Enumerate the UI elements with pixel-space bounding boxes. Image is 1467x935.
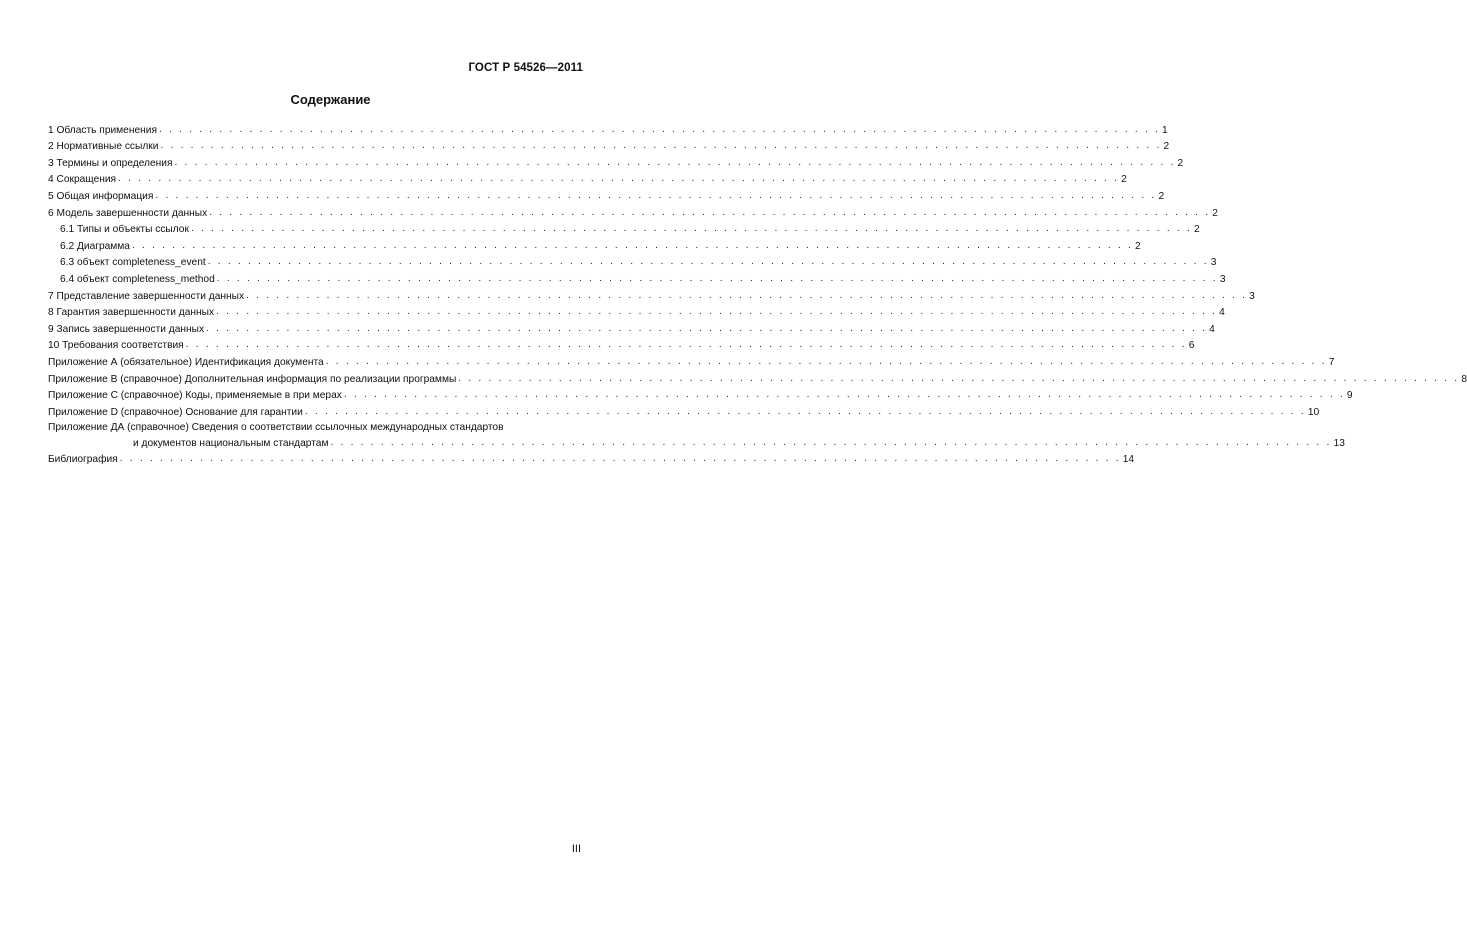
dot-leader: . . . . . . . . . . . . . . . . . . . . . . . . . . . . . . . . . . . . . . . . . . . . . . . . . . . . . . . . . . . . . . . . . . . . . . . . . . . . . . . . . . . . . . . . . . . . . . . . . . . . — [207, 256, 1209, 268]
toc-entry-page: 6 — [1188, 340, 1195, 352]
toc-entry-page: 4 — [1219, 307, 1225, 319]
dot-leader: . . . . . . . . . . . . . . . . . . . . . . . . . . . . . . . . . . . . . . . . . . . . . . . . . . . . . . . . . . . . . . . . . . . . . . . . . . . . . . . . . . . . . . . . . . . . . . . . . . . . — [118, 173, 1120, 185]
toc-entry-text: Приложение D (справочное) Основание для гарантии — [48, 406, 303, 418]
toc-entry[interactable] — [48, 369, 1467, 386]
toc-entry-text: 6.2 Диаграмма — [60, 240, 130, 252]
toc-entry-page: 1 — [1162, 124, 1168, 136]
toc-entry-page: 3 — [1210, 257, 1217, 269]
toc-entry-text: 5 Общая информация — [48, 190, 154, 202]
toc-entry-bibliography[interactable] — [48, 450, 1135, 467]
toc-entry-text: 1 Область применения — [48, 124, 157, 136]
toc-entry-text: Приложение С (справочное) Коды, применяемые в при мерах — [48, 390, 342, 402]
dot-leader: . . . . . . . . . . . . . . . . . . . . . . . . . . . . . . . . . . . . . . . . . . . . . . . . . . . . . . . . . . . . . . . . . . . . . . . . . . . . . . . . . . . . . . . . . . . . . . . . . . . . — [246, 289, 1248, 301]
toc-entry-annex-da[interactable] — [48, 419, 1345, 450]
toc-entry-page: 10 — [1307, 406, 1320, 418]
toc-entry-text: 6.4 объект completeness_method — [60, 273, 215, 285]
dot-leader: . . . . . . . . . . . . . . . . . . . . . . . . . . . . . . . . . . . . . . . . . . . . . . . . . . . . . . . . . . . . . . . . . . . . . . . . . . . . . . . . . . . . . . . . . . . . . . . . . . . . — [330, 436, 1332, 448]
toc-entry-text: 4 Сокращения — [48, 174, 117, 186]
toc-entry-page: 2 — [1163, 141, 1170, 153]
toc-entry-page: 7 — [1328, 356, 1335, 368]
dot-leader: . . . . . . . . . . . . . . . . . . . . . . . . . . . . . . . . . . . . . . . . . . . . . . . . . . . . . . . . . . . . . . . . . . . . . . . . . . . . . . . . . . . . . . . . . . . . . . . . . . . . — [458, 372, 1460, 384]
dot-leader: . . . . . . . . . . . . . . . . . . . . . . . . . . . . . . . . . . . . . . . . . . . . . . . . . . . . . . . . . . . . . . . . . . . . . . . . . . . . . . . . . . . . . . . . . . . . . . . . . . . . — [343, 389, 1345, 401]
toc-entry[interactable] — [48, 402, 1320, 419]
dot-leader: . . . . . . . . . . . . . . . . . . . . . . . . . . . . . . . . . . . . . . . . . . . . . . . . . . . . . . . . . . . . . . . . . . . . . . . . . . . . . . . . . . . . . . . . . . . . . . . . . . . . — [155, 189, 1157, 201]
toc-entry-text: 8 Гарантия завершенности данных — [48, 307, 215, 319]
toc-entry[interactable] — [48, 170, 1127, 187]
toc-entry-page: 3 — [1249, 290, 1255, 302]
table-of-contents — [48, 120, 1467, 466]
toc-entry-text: Приложение А (обязательное) Идентификация документа — [48, 356, 324, 368]
toc-entry[interactable] — [48, 137, 1170, 154]
dot-leader: . . . . . . . . . . . . . . . . . . . . . . . . . . . . . . . . . . . . . . . . . . . . . . . . . . . . . . . . . . . . . . . . . . . . . . . . . . . . . . . . . . . . . . . . . . . . . . . . . . . . — [216, 306, 1218, 318]
toc-entry-page: 2 — [1135, 240, 1141, 252]
toc-entry-text: 6.1 Типы и объекты ссылок — [60, 224, 189, 236]
toc-entry[interactable] — [48, 253, 1217, 270]
dot-leader: . . . . . . . . . . . . . . . . . . . . . . . . . . . . . . . . . . . . . . . . . . . . . . . . . . . . . . . . . . . . . . . . . . . . . . . . . . . . . . . . . . . . . . . . . . . . . . . . . . . . — [174, 156, 1176, 168]
toc-entry[interactable] — [48, 352, 1335, 369]
toc-entry-page: 2 — [1177, 157, 1184, 169]
dot-leader: . . . . . . . . . . . . . . . . . . . . . . . . . . . . . . . . . . . . . . . . . . . . . . . . . . . . . . . . . . . . . . . . . . . . . . . . . . . . . . . . . . . . . . . . . . . . . . . . . . . . — [131, 239, 1134, 251]
toc-entry[interactable] — [48, 319, 1215, 336]
toc-entry-page: 14 — [1122, 454, 1135, 466]
toc-entry-text-continued: и документов национальным стандартам — [133, 437, 329, 449]
toc-entry[interactable] — [48, 269, 1226, 286]
toc-entry-text: 3 Термины и определения — [48, 157, 173, 169]
toc-entry-page: 4 — [1209, 323, 1215, 335]
toc-entry-text: Приложение ДА (справочное) Сведения о соответствии ссылочных международных стандартов — [48, 421, 504, 433]
toc-entry-text: Библиография — [48, 454, 118, 466]
toc-entry-page: 2 — [1158, 190, 1165, 202]
dot-leader: . . . . . . . . . . . . . . . . . . . . . . . . . . . . . . . . . . . . . . . . . . . . . . . . . . . . . . . . . . . . . . . . . . . . . . . . . . . . . . . . . . . . . . . . . . . . . . . . . . . . — [209, 206, 1211, 218]
toc-entry-page: 2 — [1212, 207, 1218, 219]
toc-entry-text: 6.3 объект completeness_event — [60, 257, 206, 269]
toc-entry-page: 2 — [1194, 224, 1200, 236]
toc-entry[interactable] — [48, 220, 1200, 237]
toc-entry-text: 9 Запись завершенности данных — [48, 323, 205, 335]
toc-entry[interactable] — [48, 120, 1168, 137]
toc-entry-page: 2 — [1121, 174, 1127, 186]
toc-entry-page: 3 — [1219, 273, 1226, 285]
toc-entry[interactable] — [48, 336, 1195, 353]
toc-entry-page: 9 — [1346, 390, 1353, 402]
toc-entry-text: 10 Требования соответствия — [48, 340, 184, 352]
dot-leader: . . . . . . . . . . . . . . . . . . . . . . . . . . . . . . . . . . . . . . . . . . . . . . . . . . . . . . . . . . . . . . . . . . . . . . . . . . . . . . . . . . . . . . . . . . . . . . . . . . . . — [158, 123, 1161, 135]
toc-entry[interactable] — [48, 153, 1184, 170]
page-number: III — [571, 843, 581, 855]
toc-entry-text: Приложение В (справочное) Дополнительная информация по реализации программы — [48, 373, 457, 385]
toc-entry-text: 6 Модель завершенности данных — [48, 207, 208, 219]
dot-leader: . . . . . . . . . . . . . . . . . . . . . . . . . . . . . . . . . . . . . . . . . . . . . . . . . . . . . . . . . . . . . . . . . . . . . . . . . . . . . . . . . . . . . . . . . . . . . . . . . . . . — [206, 322, 1208, 334]
toc-entry-page: 13 — [1333, 437, 1345, 449]
dot-leader: . . . . . . . . . . . . . . . . . . . . . . . . . . . . . . . . . . . . . . . . . . . . . . . . . . . . . . . . . . . . . . . . . . . . . . . . . . . . . . . . . . . . . . . . . . . . . . . . . . . . — [304, 405, 1306, 417]
page-title: Содержание — [290, 92, 371, 107]
toc-entry[interactable] — [48, 303, 1225, 320]
toc-entry[interactable] — [48, 236, 1141, 253]
dot-leader: . . . . . . . . . . . . . . . . . . . . . . . . . . . . . . . . . . . . . . . . . . . . . . . . . . . . . . . . . . . . . . . . . . . . . . . . . . . . . . . . . . . . . . . . . . . . . . . . . . . . — [160, 140, 1162, 152]
toc-entry[interactable] — [48, 386, 1353, 403]
dot-leader: . . . . . . . . . . . . . . . . . . . . . . . . . . . . . . . . . . . . . . . . . . . . . . . . . . . . . . . . . . . . . . . . . . . . . . . . . . . . . . . . . . . . . . . . . . . . . . . . . . . . — [185, 339, 1187, 351]
toc-entry[interactable] — [48, 203, 1218, 220]
toc-entry-text: 2 Нормативные ссылки — [48, 141, 159, 153]
toc-entry-page: 8 — [1461, 373, 1467, 385]
dot-leader: . . . . . . . . . . . . . . . . . . . . . . . . . . . . . . . . . . . . . . . . . . . . . . . . . . . . . . . . . . . . . . . . . . . . . . . . . . . . . . . . . . . . . . . . . . . . . . . . . . . . — [325, 355, 1327, 367]
toc-entry[interactable] — [48, 286, 1255, 303]
toc-entry-text: 7 Представление завершенности данных — [48, 290, 245, 302]
document-code: ГОСТ Р 54526—2011 — [468, 62, 583, 74]
dot-leader: . . . . . . . . . . . . . . . . . . . . . . . . . . . . . . . . . . . . . . . . . . . . . . . . . . . . . . . . . . . . . . . . . . . . . . . . . . . . . . . . . . . . . . . . . . . . . . . . . . . . — [190, 223, 1192, 235]
dot-leader: . . . . . . . . . . . . . . . . . . . . . . . . . . . . . . . . . . . . . . . . . . . . . . . . . . . . . . . . . . . . . . . . . . . . . . . . . . . . . . . . . . . . . . . . . . . . . . . . . . . . — [216, 272, 1218, 284]
dot-leader: . . . . . . . . . . . . . . . . . . . . . . . . . . . . . . . . . . . . . . . . . . . . . . . . . . . . . . . . . . . . . . . . . . . . . . . . . . . . . . . . . . . . . . . . . . . . . . . . . . . . — [119, 453, 1121, 465]
toc-entry[interactable] — [48, 186, 1165, 203]
